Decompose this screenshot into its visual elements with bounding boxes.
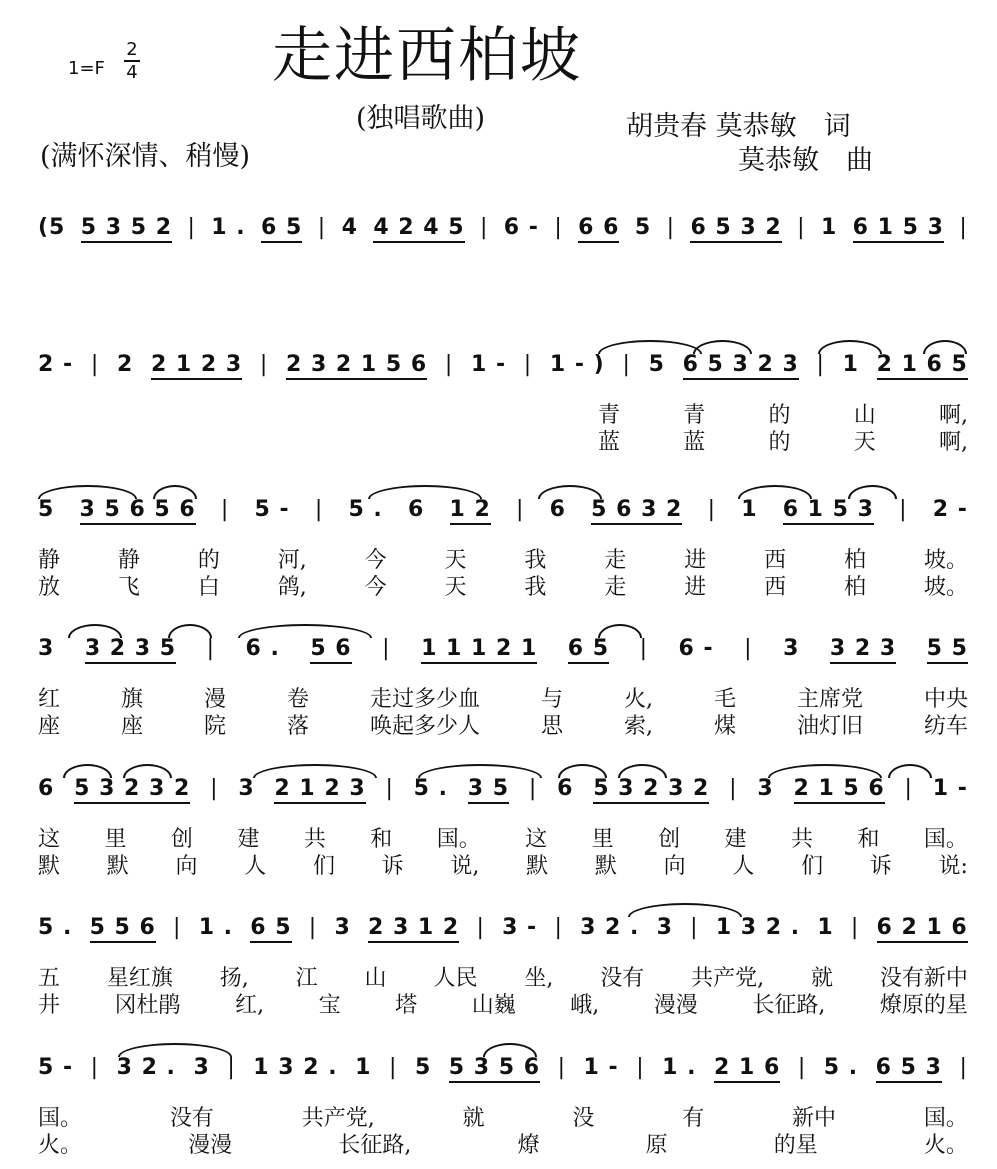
lyric-syllable: 唤起多少人: [370, 714, 481, 739]
note-group: 6: [38, 776, 55, 801]
lyric-syllable: 里: [591, 827, 614, 852]
bar-line: |: [797, 215, 806, 240]
lyric-syllable: 静: [117, 548, 140, 573]
lyric-syllable: 这: [38, 827, 61, 852]
lyric-syllable: 天: [853, 430, 876, 455]
bar-line: |: [904, 776, 913, 801]
lyric-syllable: 红,: [235, 993, 265, 1018]
lyric-syllable: 漫: [204, 687, 227, 712]
lyrics-verse-2: [598, 425, 968, 453]
bar-line: |: [173, 915, 182, 940]
lyrics-verse-2: [38, 849, 968, 877]
lyric-syllable: 与: [541, 687, 564, 712]
lyric-syllable: 西: [764, 548, 787, 573]
lyric-syllable: 燎原的星: [879, 993, 968, 1018]
lyric-syllable: 坐,: [524, 966, 554, 991]
lyric-syllable: 国。: [436, 827, 481, 852]
lyric-syllable: 天: [444, 548, 467, 573]
lyric-syllable: 宝: [318, 993, 341, 1018]
note-group: 4: [341, 215, 358, 240]
lyric-syllable: 就: [810, 966, 833, 991]
lyric-syllable: 没: [572, 1106, 595, 1131]
bar-line: |: [317, 215, 327, 240]
bar-line: |: [959, 215, 968, 240]
lyric-syllable: 燎: [517, 1133, 540, 1158]
lyric-syllable: 毛: [713, 687, 736, 712]
bar-line: |: [523, 352, 533, 377]
lyric-syllable: 人民: [433, 966, 478, 991]
lyric-syllable: 院: [204, 714, 227, 739]
lyric-syllable: 索,: [624, 714, 653, 739]
lyric-syllable: 共: [790, 827, 813, 852]
lyric-syllable: 今: [364, 548, 387, 573]
lyric-syllable: 进: [684, 575, 707, 600]
lyric-syllable: 山: [364, 966, 387, 991]
note-group: 6 1 5 3: [853, 215, 944, 243]
song-title: 走进西柏坡: [272, 21, 582, 91]
notation-line: [38, 497, 968, 531]
lyrics-verse-2: [38, 709, 968, 737]
bar-line: |: [816, 352, 825, 377]
bar-line: |: [729, 776, 738, 801]
time-signature-bottom: 4: [126, 62, 138, 83]
note-group: 1: [741, 497, 758, 522]
lyric-syllable: 和: [370, 827, 393, 852]
lyric-syllable: 中央: [923, 687, 968, 712]
lyric-syllable: 国。: [38, 1106, 83, 1131]
slur-mark: [848, 485, 897, 499]
lyric-syllable: 蓝: [598, 430, 621, 455]
note-group: 6 5: [261, 215, 302, 243]
lyric-syllable: 落: [287, 714, 310, 739]
lyric-syllable: 江: [295, 966, 318, 991]
slur-mark: [768, 764, 882, 778]
bar-line: |: [259, 352, 269, 377]
lyric-syllable: 西: [764, 575, 787, 600]
lyric-syllable: 默: [38, 854, 61, 879]
lyric-syllable: 和: [857, 827, 880, 852]
bar-line: |: [554, 215, 563, 240]
lyric-syllable: 柏: [844, 548, 867, 573]
lyric-syllable: 五: [38, 966, 61, 991]
lyric-syllable: 纺车: [923, 714, 968, 739]
note-group: 3 -: [502, 915, 538, 940]
note-group: 5 5: [927, 636, 968, 664]
note-group: 5 3 5 2: [81, 215, 172, 243]
slur-mark: [558, 764, 607, 778]
lyrics-verse-2: [38, 570, 968, 598]
lyrics-verse-1: [38, 543, 968, 571]
bar-line: |: [220, 497, 230, 522]
note-group: 1 -: [932, 776, 968, 801]
slur-mark: [538, 485, 602, 499]
lyric-syllable: 鸽,: [277, 575, 307, 600]
lyric-syllable: 里: [104, 827, 127, 852]
lyric-syllable: 白: [197, 575, 220, 600]
lyric-syllable: 就: [462, 1106, 485, 1131]
lyric-syllable: 漫漫: [653, 993, 698, 1018]
note-group: 2: [116, 352, 134, 377]
lyric-syllable: 山巍: [471, 993, 516, 1018]
bar-line: |: [797, 1055, 807, 1080]
lyric-syllable: 向: [663, 854, 686, 879]
notation-line: [38, 776, 968, 810]
note-group: 3: [193, 1055, 210, 1080]
slur-mark: [598, 340, 702, 354]
tempo-marking: (满怀深情、稍慢): [40, 141, 251, 172]
lyric-syllable: 走过多少血: [370, 687, 481, 712]
lyric-syllable: 啊,: [939, 403, 968, 428]
slur-mark: [238, 624, 372, 638]
lyric-syllable: 坡。: [923, 548, 968, 573]
lyric-syllable: 火,: [624, 687, 653, 712]
lyric-syllable: 青: [598, 403, 621, 428]
note-group: 6: [408, 497, 425, 522]
lyric-syllable: 默: [594, 854, 617, 879]
lyric-syllable: 塔: [395, 993, 418, 1018]
lyric-syllable: 们: [801, 854, 824, 879]
bar-line: |: [690, 915, 699, 940]
lyric-syllable: 原: [645, 1133, 668, 1158]
bar-line: |: [308, 915, 318, 940]
lyric-syllable: 河,: [277, 548, 307, 573]
lyric-syllable: 国。: [923, 1106, 968, 1131]
lyric-syllable: 们: [312, 854, 335, 879]
note-group: 3: [757, 776, 774, 801]
note-group: 2 1 2 3: [274, 776, 365, 804]
note-group: 1 .: [211, 215, 246, 240]
slur-mark: [628, 903, 742, 917]
note-group: 5 3 5 6: [449, 1055, 540, 1083]
lyric-syllable: 峨,: [570, 993, 600, 1018]
lyric-syllable: 我: [524, 575, 547, 600]
lyric-syllable: 国。: [923, 827, 968, 852]
time-signature: [122, 40, 142, 82]
note-group: 5 -: [254, 497, 290, 522]
lyric-syllable: 新中: [792, 1106, 837, 1131]
bar-line: |: [636, 1055, 645, 1080]
note-group: 1 3 2 .: [715, 915, 801, 940]
lyric-syllable: 我: [524, 548, 547, 573]
slur-mark: [63, 764, 112, 778]
bar-line: |: [187, 215, 196, 240]
bar-line: |: [444, 352, 454, 377]
lyric-syllable: 油灯旧: [796, 714, 863, 739]
slur-mark: [38, 485, 137, 499]
note-group: 3: [334, 915, 351, 940]
lyricist-credit: 胡贵春 莫恭敏 词: [626, 111, 851, 142]
note-group: 3 2 3: [830, 636, 896, 664]
lyrics-verse-1: [38, 822, 968, 850]
slur-mark: [168, 624, 212, 638]
lyric-syllable: 默: [106, 854, 129, 879]
note-group: 3: [656, 915, 673, 940]
lyrics-verse-2: [38, 988, 968, 1016]
note-group: 1: [820, 215, 838, 240]
note-group: 6 -: [503, 215, 539, 240]
bar-line: |: [959, 1055, 968, 1080]
lyric-syllable: 扬,: [219, 966, 249, 991]
note-group: 3 2 3 5: [85, 636, 176, 664]
bar-line: |: [90, 1055, 100, 1080]
lyric-syllable: 星红旗: [106, 966, 173, 991]
lyric-syllable: 的: [197, 548, 220, 573]
note-group: 1 -: [470, 352, 507, 377]
lyric-syllable: 长征路,: [752, 993, 826, 1018]
note-group: 2 1 2 3: [151, 352, 242, 380]
lyric-syllable: 共产党,: [301, 1106, 375, 1131]
lyric-syllable: 旗: [121, 687, 144, 712]
note-group: 1: [355, 1055, 372, 1080]
lyric-syllable: 说:: [938, 854, 968, 879]
lyric-syllable: 默: [526, 854, 549, 879]
lyrics-verse-2: [38, 1128, 968, 1156]
lyric-syllable: 静: [38, 548, 61, 573]
note-group: 5 6 3 2: [591, 497, 682, 525]
note-group: 1 - ): [549, 352, 605, 377]
lyric-syllable: 漫漫: [188, 1133, 233, 1158]
slur-mark: [818, 340, 882, 354]
bar-line: |: [516, 497, 525, 522]
bar-line: |: [479, 215, 489, 240]
slur-mark: [738, 485, 812, 499]
lyrics-verse-1: [38, 682, 968, 710]
slur-mark: [153, 485, 197, 499]
note-group: 2 1 5 6: [794, 776, 885, 804]
bar-line: |: [476, 915, 485, 940]
note-group: 5: [648, 352, 665, 377]
bar-line: |: [210, 776, 219, 801]
lyric-syllable: 座: [121, 714, 144, 739]
lyric-syllable: 这: [525, 827, 548, 852]
slur-mark: [483, 1043, 537, 1057]
lyric-syllable: 天: [444, 575, 467, 600]
slur-mark: [923, 340, 967, 354]
note-group: 3 5: [468, 776, 509, 804]
note-group: 6 5 3 2: [690, 215, 781, 243]
note-group: 6 5: [568, 636, 609, 664]
lyric-syllable: 今: [364, 575, 387, 600]
lyric-syllable: 创: [170, 827, 193, 852]
slur-mark: [368, 485, 482, 499]
lyrics-verse-1: [598, 398, 968, 426]
note-group: 6 6: [578, 215, 619, 243]
note-group: 5 .: [348, 497, 383, 522]
lyric-syllable: 放: [38, 575, 61, 600]
bar-line: |: [622, 352, 631, 377]
note-group: 5 -: [38, 1055, 74, 1080]
slur-mark: [618, 764, 667, 778]
note-group: 2 -: [932, 497, 968, 522]
bar-line: |: [388, 1055, 398, 1080]
note-group: 2 1 6 5: [877, 352, 968, 380]
note-group: 6 -: [678, 636, 714, 661]
lyric-syllable: 共: [303, 827, 326, 852]
lyric-syllable: 柏: [844, 575, 867, 600]
note-group: 3 5 6 5 6: [80, 497, 196, 525]
slur-mark: [68, 624, 122, 638]
bar-line: |: [314, 497, 324, 522]
lyrics-verse-1: [38, 961, 968, 989]
lyric-syllable: 没有: [600, 966, 645, 991]
note-group: 5 5 6: [90, 915, 156, 943]
note-group: 3 2 .: [580, 915, 640, 940]
bar-line: |: [227, 1055, 236, 1080]
note-group: 5 3 2 3 2: [593, 776, 709, 804]
note-group: 2 3 2 1 5 6: [286, 352, 427, 380]
note-group: 5: [634, 215, 652, 240]
note-group: 6 5 3 2 3: [683, 352, 799, 380]
notation-line: [38, 352, 968, 386]
key-signature: 1=F: [68, 58, 105, 79]
lyric-syllable: 没有: [169, 1106, 214, 1131]
slur-mark: [598, 624, 642, 638]
note-group: 5 6: [310, 636, 351, 664]
note-group: 6 .: [245, 636, 280, 661]
lyric-syllable: 火。: [38, 1133, 83, 1158]
time-signature-top: 2: [126, 39, 138, 60]
lyric-syllable: 的星: [773, 1133, 818, 1158]
lyric-syllable: 坡。: [923, 575, 968, 600]
slur-mark: [888, 764, 932, 778]
note-group: 6 1 5 3: [783, 497, 874, 525]
lyric-syllable: 座: [38, 714, 61, 739]
note-group: 6: [549, 497, 566, 522]
lyric-syllable: 长征路,: [338, 1133, 412, 1158]
note-group: 3: [38, 636, 55, 661]
slur-mark: [693, 340, 752, 354]
bar-line: |: [554, 915, 563, 940]
bar-line: |: [850, 915, 860, 940]
note-group: 5 .: [38, 915, 73, 940]
note-group: 2 1 6: [714, 1055, 780, 1083]
note-group: 1 1 1 2 1: [421, 636, 537, 664]
lyric-syllable: 飞: [117, 575, 140, 600]
lyric-syllable: 人: [732, 854, 755, 879]
lyric-syllable: 蓝: [683, 430, 706, 455]
note-group: 1: [817, 915, 834, 940]
note-group: 5: [38, 497, 55, 522]
lyric-syllable: 的: [768, 403, 791, 428]
note-group: 1 3 2 .: [253, 1055, 338, 1080]
lyric-syllable: 诉: [381, 854, 404, 879]
lyric-syllable: 青: [683, 403, 706, 428]
lyric-syllable: 啊,: [939, 430, 968, 455]
note-group: 5 .: [413, 776, 448, 801]
lyrics-verse-1: [38, 1101, 968, 1129]
slur-mark: [253, 764, 377, 778]
bar-line: |: [206, 636, 215, 661]
note-group: 6 2 1 6: [877, 915, 968, 943]
note-group: 6 5: [250, 915, 291, 943]
lyric-syllable: 卷: [287, 687, 310, 712]
note-group: 6: [557, 776, 574, 801]
notation-line: [38, 1055, 968, 1089]
note-group: 4 2 4 5: [373, 215, 464, 243]
slur-mark: [118, 1043, 232, 1057]
note-group: 2 3 1 2: [368, 915, 459, 943]
lyric-syllable: 共产党,: [691, 966, 765, 991]
lyric-syllable: 诉: [869, 854, 892, 879]
song-genre: (独唱歌曲): [356, 103, 486, 134]
lyric-syllable: 说,: [450, 854, 480, 879]
lyric-syllable: 煤: [713, 714, 736, 739]
note-group: 5 .: [823, 1055, 859, 1080]
lyric-syllable: 建: [237, 827, 260, 852]
bar-line: |: [899, 497, 908, 522]
note-group: 1 .: [198, 915, 234, 940]
lyric-syllable: 走: [604, 548, 627, 573]
lyric-syllable: 有: [682, 1106, 705, 1131]
note-group: 1 .: [662, 1055, 697, 1080]
notation-line: [38, 915, 968, 949]
notation-line: [38, 215, 968, 249]
lyric-syllable: 山: [853, 403, 876, 428]
composer-credit: 莫恭敏 曲: [738, 145, 873, 176]
note-group: 1 2: [450, 497, 491, 525]
note-group: 5 3 2 3 2: [74, 776, 190, 804]
lyric-syllable: 没有新中: [879, 966, 968, 991]
note-group: 5: [414, 1055, 432, 1080]
lyric-syllable: 冈杜鹃: [114, 993, 181, 1018]
bar-line: |: [666, 215, 676, 240]
lyric-syllable: 建: [724, 827, 747, 852]
lyric-syllable: 的: [768, 430, 791, 455]
lyric-syllable: 红: [38, 687, 61, 712]
note-group: (5: [38, 215, 66, 240]
note-group: 2 -: [38, 352, 74, 377]
bar-line: |: [639, 636, 648, 661]
bar-line: |: [744, 636, 753, 661]
bar-line: |: [557, 1055, 566, 1080]
note-group: 3 2 .: [116, 1055, 176, 1080]
bar-line: |: [90, 352, 100, 377]
lyric-syllable: 人: [244, 854, 267, 879]
lyric-syllable: 创: [658, 827, 681, 852]
lyric-syllable: 思: [541, 714, 564, 739]
lyric-syllable: 走: [604, 575, 627, 600]
lyric-syllable: 主席党: [796, 687, 863, 712]
notation-line: [38, 636, 968, 670]
note-group: 1 -: [583, 1055, 619, 1080]
lyric-syllable: 火。: [923, 1133, 968, 1158]
note-group: 3: [238, 776, 255, 801]
lyric-syllable: 向: [175, 854, 198, 879]
bar-line: |: [385, 776, 394, 801]
bar-line: |: [707, 497, 716, 522]
slur-mark: [123, 764, 172, 778]
note-group: 1: [842, 352, 859, 377]
note-group: 3: [783, 636, 800, 661]
note-group: 6 5 3: [876, 1055, 942, 1083]
bar-line: |: [528, 776, 538, 801]
lyric-syllable: 进: [684, 548, 707, 573]
bar-line: |: [382, 636, 391, 661]
slur-mark: [418, 764, 542, 778]
lyric-syllable: 井: [38, 993, 61, 1018]
